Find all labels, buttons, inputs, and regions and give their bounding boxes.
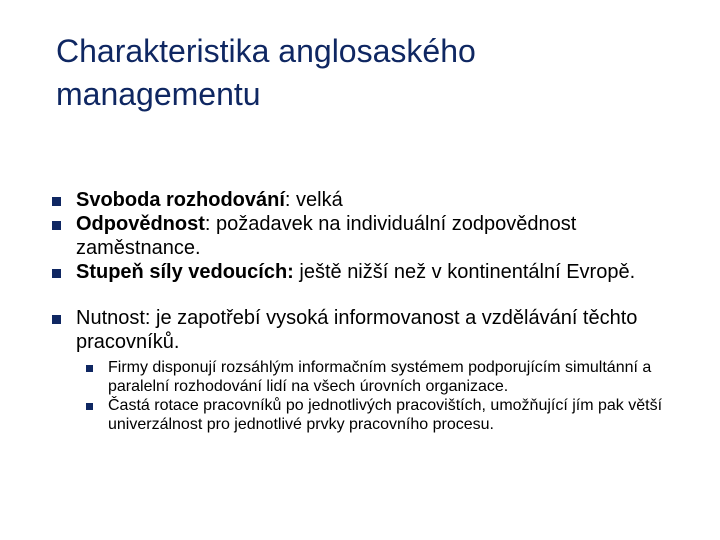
sub-bullet-item [76,396,680,434]
bullet-item-stupen [50,260,680,284]
square-bullet-icon [52,269,61,278]
sub-bullet-text: Častá rotace pracovníků po jednotlivých pracovištích, umožňující jím pak větší univerzálnost pro jednotlivé prvky pracovního procesu. [108,397,663,433]
bullet-text: ještě nižší než v kontinentální Evropě. [293,261,636,283]
square-bullet-icon [86,403,93,410]
bullet-text: Nutnost: je zapotřebí vysoká informovanost a vzdělávání těchto pracovníků. [76,307,638,353]
bullet-item-svoboda [50,188,680,212]
square-bullet-icon [52,221,61,230]
bullet-item-nutnost [50,306,680,434]
bullet-list [50,188,680,434]
bullet-text: : požadavek na individuální zodpovědnost zaměstnance. [76,213,577,259]
sub-bullet-item [76,358,680,396]
square-bullet-icon [52,197,61,206]
bullet-item-odpovednost [50,212,680,260]
bullet-text: : velká [284,189,343,211]
sub-bullet-list [76,358,680,434]
square-bullet-icon [52,315,61,324]
square-bullet-icon [86,365,93,372]
sub-bullet-text: Firmy disponují rozsáhlým informačním systémem podporujícím simultánní a paralelní rozhodování lidí na všech úrovních organizace. [108,359,652,395]
bullet-term: Odpovědnost [76,213,205,235]
bullet-term: Svoboda rozhodování [76,189,285,211]
slide-title: Charakteristika anglosaského managementu [56,33,476,112]
bullet-term: Stupeň síly vedoucích: [76,261,294,283]
